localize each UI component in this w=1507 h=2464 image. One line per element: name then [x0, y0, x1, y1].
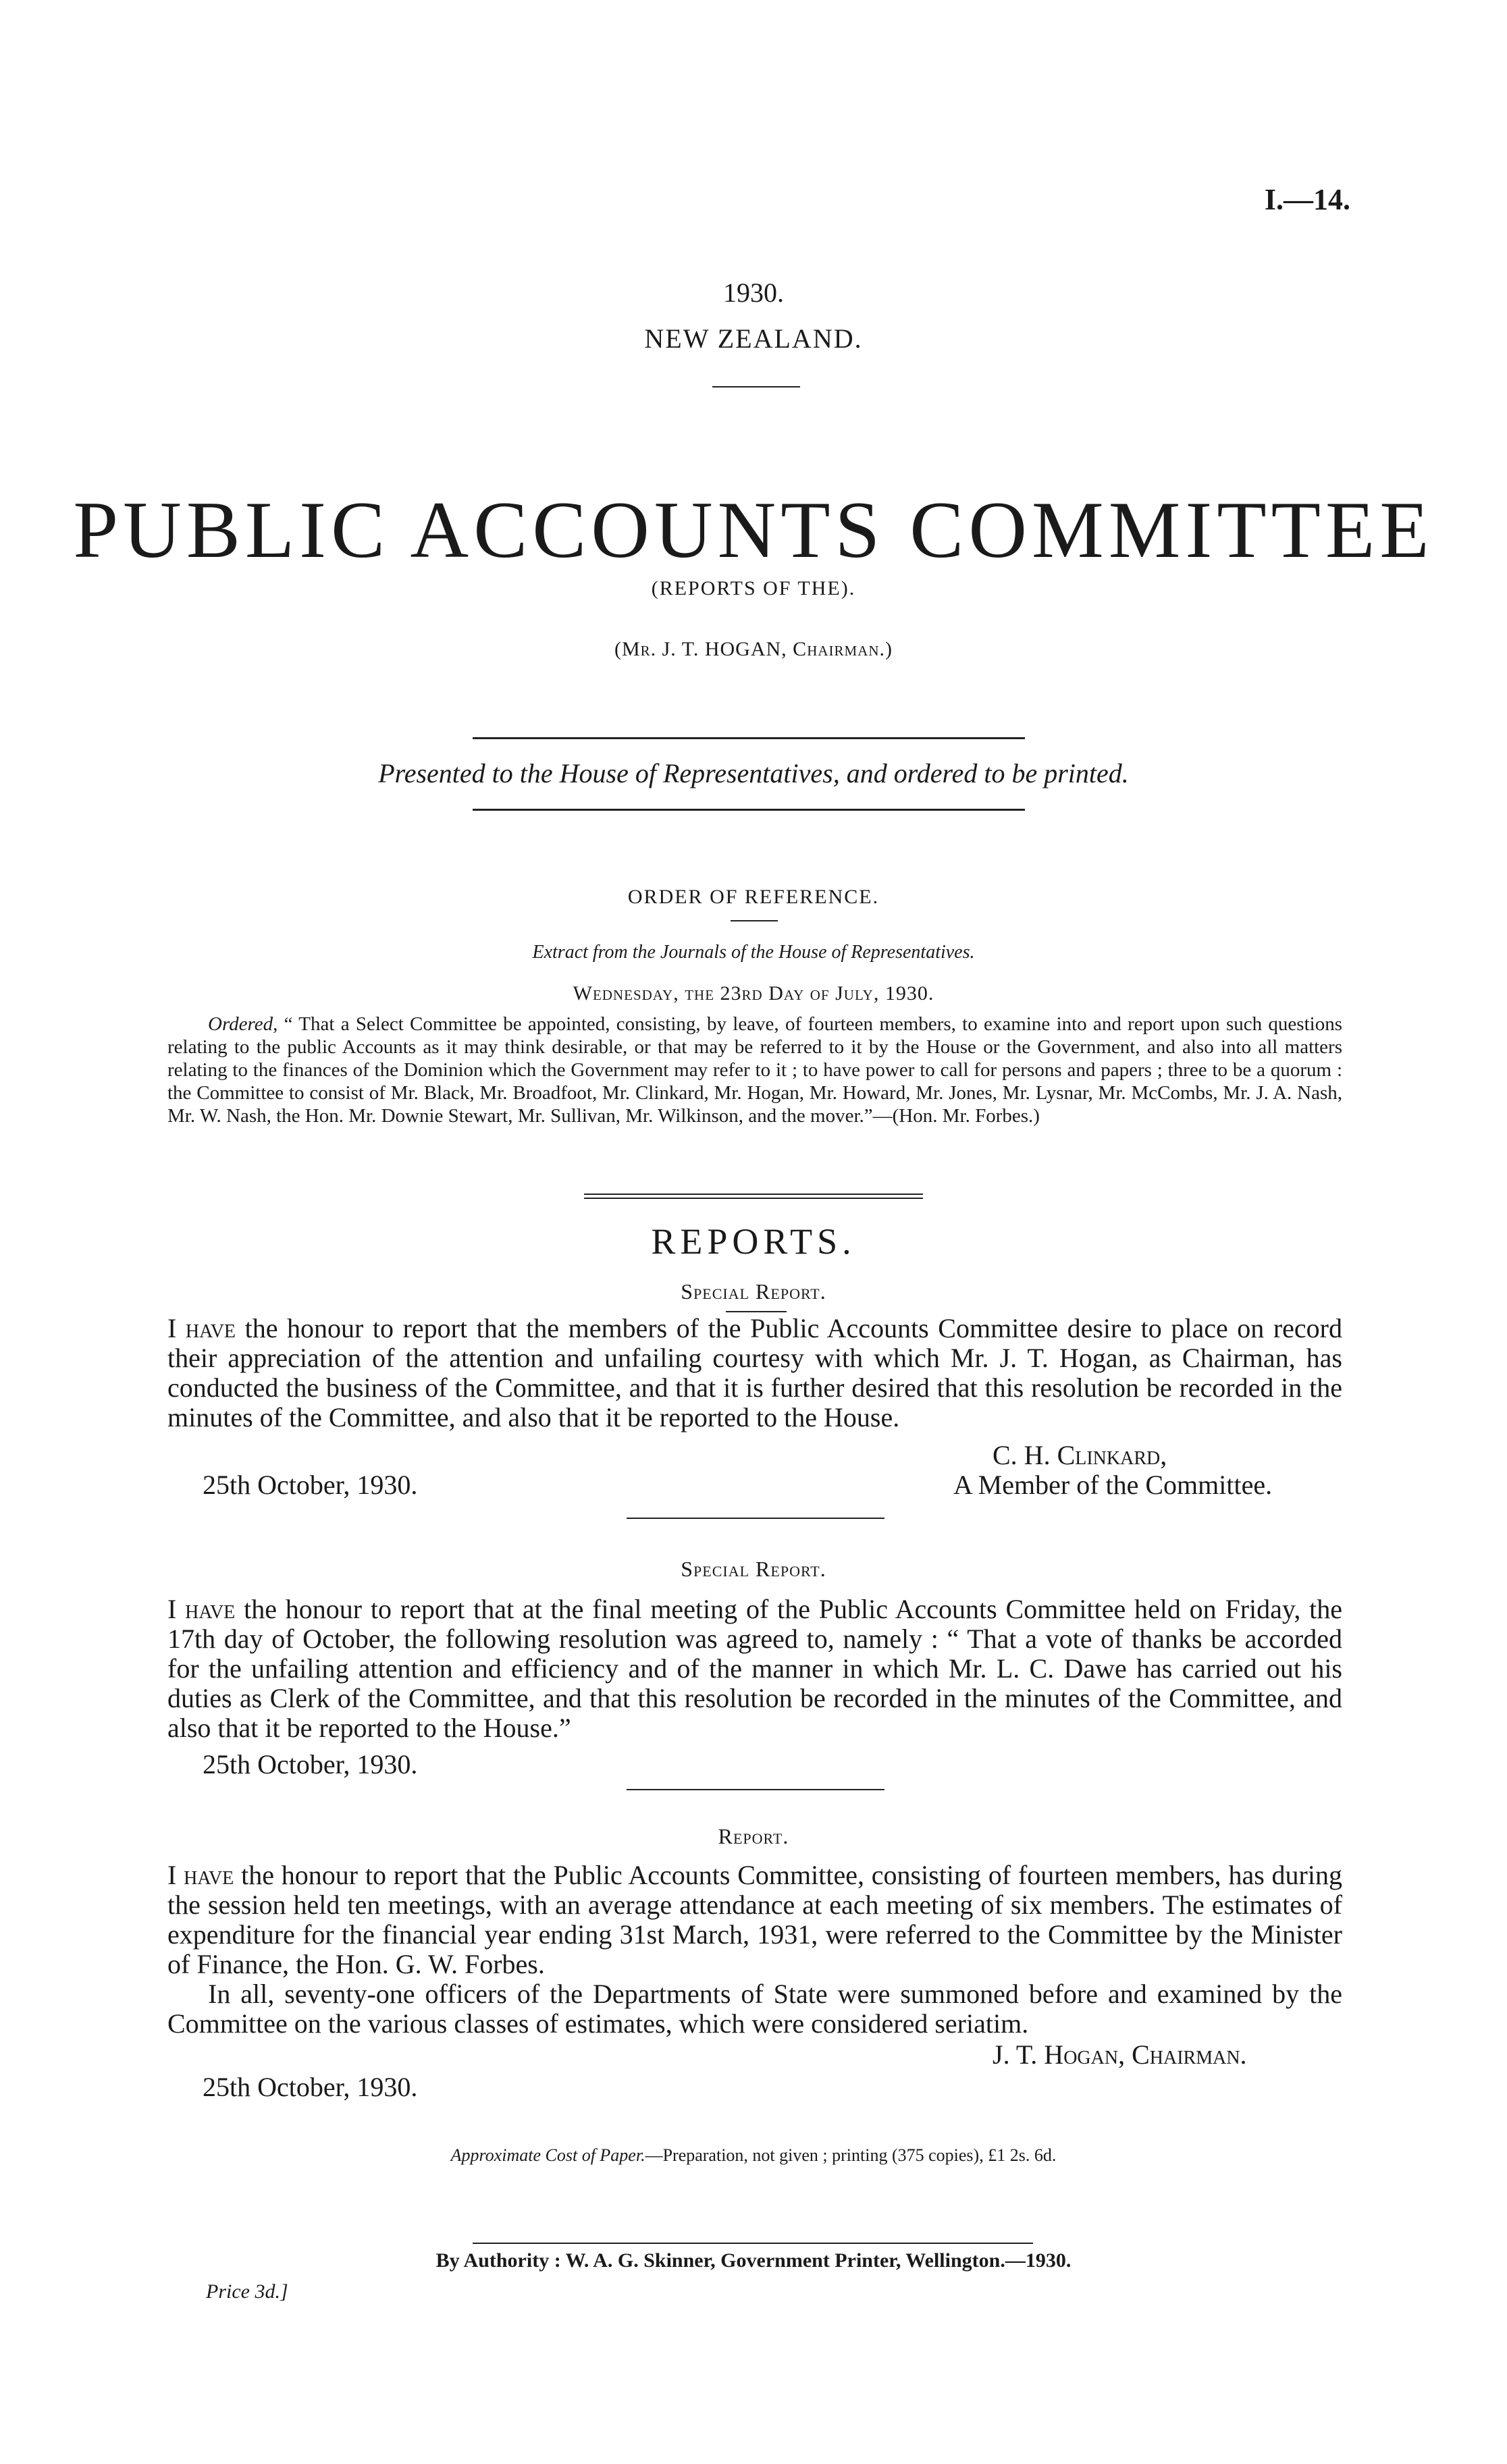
divider [584, 1198, 923, 1199]
price: Price 3d.] [206, 2280, 288, 2303]
special-report-2-heading: Special Report. [681, 1557, 826, 1581]
special-report-1-body [167, 1314, 1342, 1432]
year: 1930. [723, 277, 784, 308]
divider [473, 809, 1025, 811]
order-date-line: Wednesday, the 23rd Day of July, 1930. [573, 982, 934, 1005]
report-body-2 [167, 1979, 1342, 2039]
special-report-1-text: the honour to report that the members of the Public Accounts Committee desire to place on record their appreciation of the attention and unfailing courtesy with which Mr. J. T. Hogan, as Chairman, has conducted the business of the Committee, and that it is further desired that this resolution be recorded in the minutes of the Committee, and also that it be reported to the House. [167, 1313, 1342, 1432]
special-report-1-heading: Special Report. [681, 1279, 826, 1304]
signatory-name: C. H. Clinkard, [993, 1440, 1167, 1470]
divider [473, 737, 1025, 739]
divider [584, 1194, 923, 1195]
divider [627, 1518, 884, 1519]
country: NEW ZEALAND. [644, 323, 863, 354]
paper-number: I.—14. [1264, 183, 1350, 216]
special-report-1-date: 25th October, 1930. [203, 1470, 418, 1500]
ordered-label: Ordered, [208, 1013, 278, 1035]
order-of-reference-heading: ORDER OF REFERENCE. [627, 886, 880, 908]
divider [473, 2243, 1033, 2244]
report-text: the honour to report that the Public Accounts Committee, consisting of fourteen members, has during the session held ten meetings, with an average attendance at each meeting of six members. The estimates of expenditure for the financial year ending 31st March, 1931, were referred to the Committee by the Minister of Finance, the Hon. G. W. Forbes. [167, 1860, 1342, 1979]
page-title: PUBLIC ACCOUNTS COMMITTEE [73, 485, 1434, 574]
opening-words: I have [167, 1313, 236, 1343]
chairman-signature: J. T. Hogan, Chairman. [993, 2039, 1247, 2070]
divider [731, 920, 778, 921]
order-text: “ That a Select Committee be appointed, consisting, by leave, of fourteen members, to examine into and report upon such questions relating to the public Accounts as it may think desirable, or that may be referred to it by the House or the Government, and also into all matters relating to the finances of the Dominion which the Government may refer to it ; to have power to call for persons and papers ; three to be a quorum : the Committee to consist of Mr. Black, Mr. Broadfoot, Mr. Clinkard, Mr. Hogan, Mr. Howard, Mr. Jones, Mr. Lysnar, Mr. McCombs, Mr. J. A. Nash, Mr. W. Nash, the Hon. Mr. Downie Stewart, Mr. Sullivan, Mr. Wilkinson, and the mover.”—(Hon. Mr. Forbes.) [167, 1013, 1342, 1127]
special-report-2-text: the honour to report that at the final meeting of the Public Accounts Committee held on Friday, the 17th day of October, the following resolution was agreed to, namely : “ That a vote of thanks be accorded for the unfailing attention and efficiency and of the manner in which Mr. L. C. Dawe has carried out his duties as Clerk of the Committee, and that this resolution be recorded in the minutes of the Committee, and also that it be reported to the House.” [167, 1594, 1342, 1743]
page-subtitle: (REPORTS OF THE). [651, 577, 856, 599]
order-of-reference-body [167, 1013, 1342, 1127]
report-body [167, 1860, 1342, 1979]
special-report-2-body [167, 1595, 1342, 1743]
divider [712, 386, 800, 387]
report-text-2: In all, seventy-one officers of the Departments of State were summoned before and examined by the Committee on the various classes of estimates, which were considered seriatim. [167, 1979, 1342, 2039]
presented-line: Presented to the House of Representatives, and ordered to be printed. [378, 758, 1129, 788]
report-heading: Report. [718, 1824, 789, 1848]
cost-text: —Preparation, not given ; printing (375 copies), £1 2s. 6d. [645, 2145, 1057, 2165]
opening-words: I have [167, 1594, 236, 1624]
journal-extract: Extract from the Journals of the House of Representatives. [532, 942, 975, 963]
chairman-line: (Mr. J. T. HOGAN, Chairman.) [614, 638, 893, 660]
printer-authority: By Authority : W. A. G. Skinner, Government Printer, Wellington.—1930. [435, 2249, 1072, 2272]
reports-heading: REPORTS. [651, 1221, 856, 1262]
opening-words: I have [167, 1860, 234, 1890]
cost-of-paper [0, 2145, 1507, 2166]
special-report-2-date: 25th October, 1930. [203, 1749, 418, 1779]
divider [726, 1311, 787, 1312]
signatory-role: A Member of the Committee. [953, 1470, 1273, 1500]
cost-label: Approximate Cost of Paper. [450, 2145, 645, 2165]
divider [627, 1789, 884, 1790]
report-date: 25th October, 1930. [203, 2072, 418, 2102]
